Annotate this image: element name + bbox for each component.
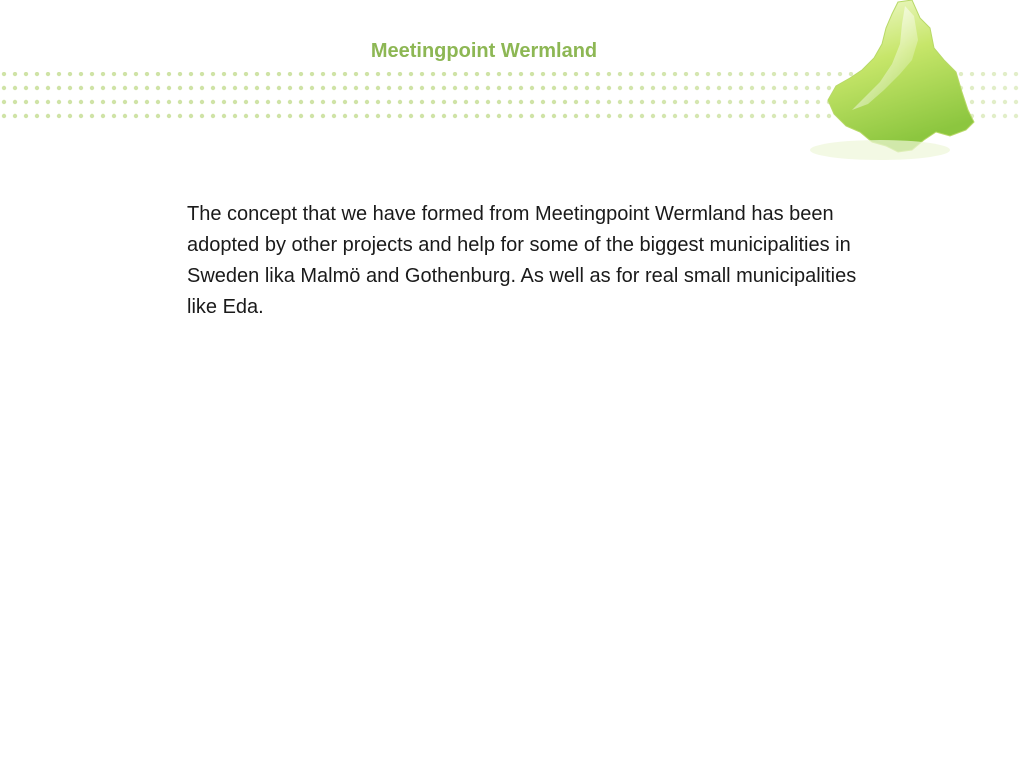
body-paragraph: The concept that we have formed from Meetingpoint Wermland has been adopted by other projects and help for some of the biggest municipalities in Sweden lika Malmö and Gothenburg. As well as for real small municipalities like Eda. xyxy=(187,203,857,318)
slide-title: Meetingpoint Wermland xyxy=(370,40,598,62)
region-map-icon xyxy=(0,0,1024,180)
